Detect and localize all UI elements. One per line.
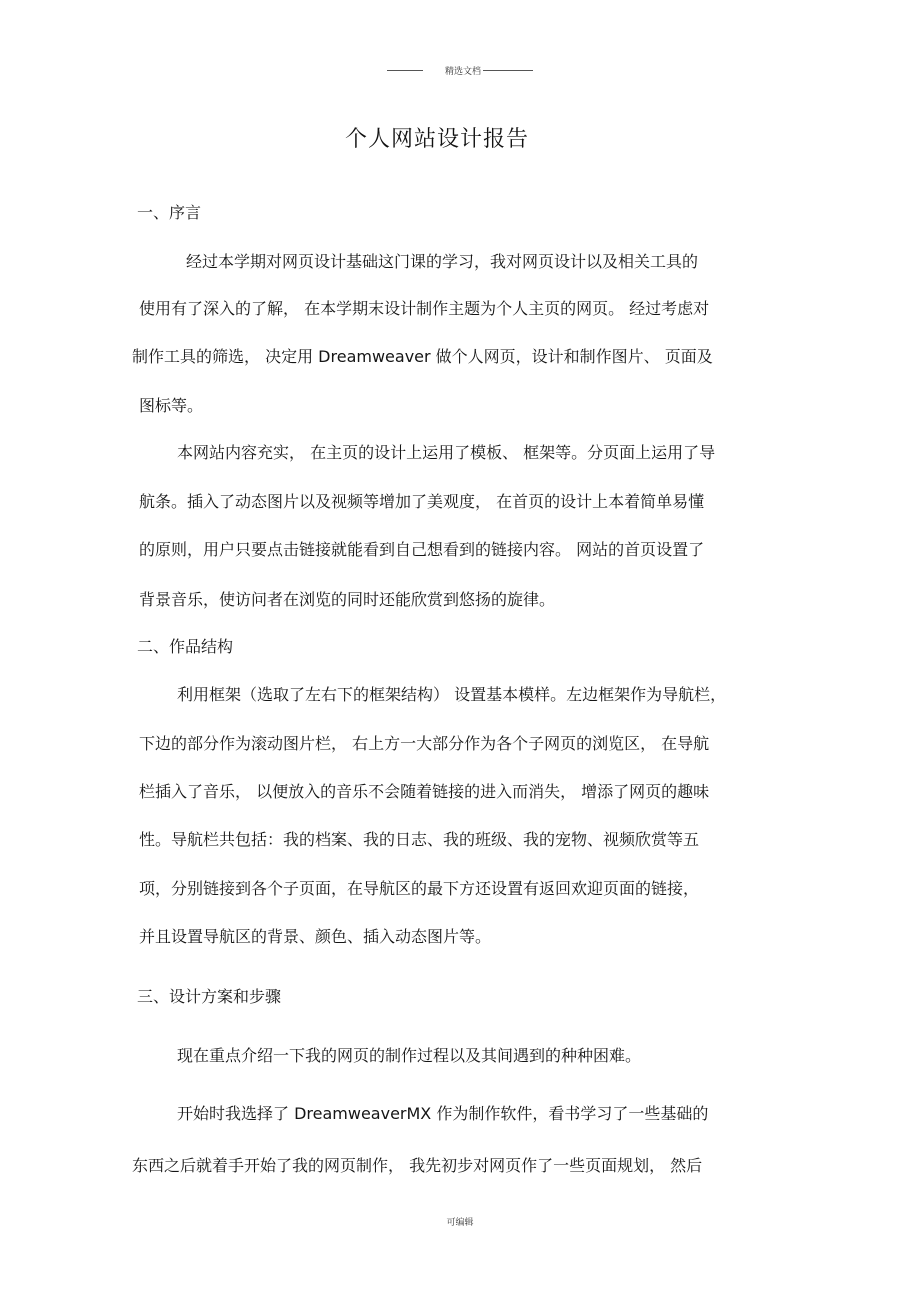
- paragraph-line: 开始时我选择了 DreamweaverMX 作为制作软件，看书学习了一些基础的: [177, 1104, 709, 1123]
- paragraph-line: 的原则，用户只要点击链接就能看到自己想看到的链接内容。 网站的首页设置了: [139, 540, 705, 559]
- section-heading-preface: 一、序言: [137, 203, 202, 222]
- paragraph-line: 经过本学期对网页设计基础这门课的学习，我对网页设计以及相关工具的: [186, 252, 699, 271]
- header-rule-left: [387, 70, 423, 71]
- paragraph-line: 使用有了深入的了解， 在本学期末设计制作主题为个人主页的网页。 经过考虑对: [139, 299, 710, 318]
- section-heading-design: 三、设计方案和步骤: [137, 987, 282, 1006]
- section-heading-structure: 二、作品结构: [137, 637, 234, 656]
- paragraph-line: 利用框架（选取了左右下的框架结构） 设置基本模样。左边框架作为导航栏，: [177, 685, 727, 704]
- page-title: 个人网站设计报告: [344, 127, 529, 152]
- page-header: [0, 64, 920, 77]
- header-label: 精选文档: [444, 67, 481, 77]
- paragraph-line: 本网站内容充实， 在主页的设计上运用了模板、 框架等。分页面上运用了导: [177, 443, 716, 462]
- paragraph-line: 项，分别链接到各个子页面，在导航区的最下方还设置有返回欢迎页面的链接，: [139, 879, 700, 898]
- paragraph-line: 现在重点介绍一下我的网页的制作过程以及其间遇到的种种困难。: [177, 1046, 642, 1065]
- page-footer: 可编辑: [446, 1218, 474, 1228]
- header-rule-right: [483, 70, 533, 71]
- paragraph-line: 航条。插入了动态图片以及视频等增加了美观度， 在首页的设计上本着简单易懂: [139, 492, 705, 511]
- paragraph-line: 并且设置导航区的背景、颜色、插入动态图片等。: [139, 927, 492, 946]
- paragraph-line: 下边的部分作为滚动图片栏， 右上方一大部分作为各个子网页的浏览区， 在导航: [139, 734, 710, 753]
- paragraph-line: 栏插入了音乐， 以便放入的音乐不会随着链接的进入而消失， 增添了网页的趣味: [139, 782, 710, 801]
- paragraph-line: 性。导航栏共包括：我的档案、我的日志、我的班级、我的宠物、视频欣赏等五: [139, 830, 700, 849]
- paragraph-line: 背景音乐，使访问者在浏览的同时还能欣赏到悠扬的旋律。: [139, 590, 556, 609]
- paragraph-line: 图标等。: [139, 396, 204, 415]
- paragraph-line: 制作工具的筛选， 决定用 Dreamweaver 做个人网页，设计和制作图片、 页面及: [132, 347, 713, 366]
- paragraph-line: 东西之后就着手开始了我的网页制作， 我先初步对网页作了一些页面规划， 然后: [132, 1156, 703, 1175]
